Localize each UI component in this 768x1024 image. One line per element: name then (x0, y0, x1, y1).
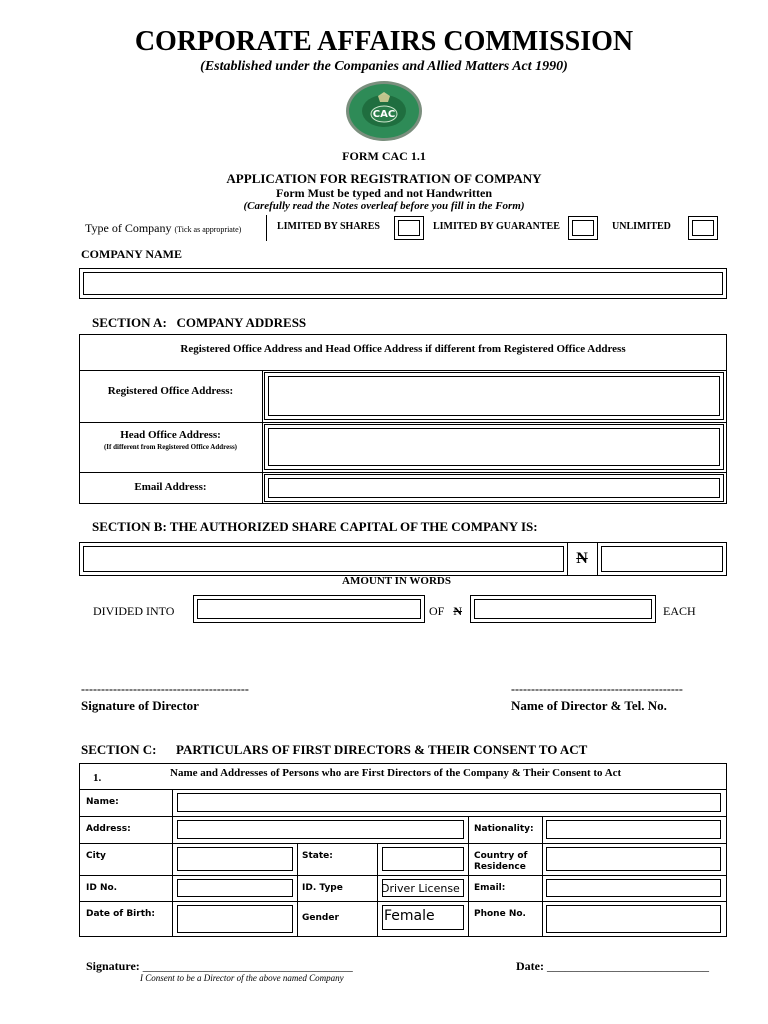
of-text: OF (429, 604, 445, 618)
footer-date (516, 959, 709, 974)
section-c-header: Name and Addresses of Persons who are First Directors of the Company & Their Consent to Act (170, 767, 622, 779)
country-label-line-1: Country of (474, 851, 528, 861)
share-capital-amount-input[interactable] (598, 543, 726, 575)
director-email-input[interactable] (543, 876, 724, 900)
divided-into-input[interactable] (193, 595, 425, 623)
each-label: EACH (663, 604, 696, 618)
company-type-label-text: Type of Company (85, 221, 172, 235)
page-title: CORPORATE AFFAIRS COMMISSION (134, 26, 634, 57)
share-value-input[interactable] (470, 595, 656, 623)
signature-director-label: Signature of Director (81, 698, 199, 713)
director-gender-value: Female (384, 908, 435, 924)
registered-office-input[interactable] (264, 372, 724, 420)
director-nationality-label: Nationality: (474, 824, 534, 834)
director-dob-input[interactable] (174, 902, 296, 936)
name-director-line: ------------------------------------------- (511, 682, 683, 696)
form-instruction: Form Must be typed and not Handwritten (275, 186, 492, 200)
head-office-hint: (If different from Registered Office Address) (103, 443, 238, 451)
option-unlimited-label: UNLIMITED (612, 221, 671, 232)
form-title: APPLICATION FOR REGISTRATION OF COMPANY (226, 171, 542, 186)
director-city-label: City (86, 851, 106, 861)
naira-sign-2: N (453, 604, 463, 618)
company-name-input[interactable] (79, 268, 727, 299)
cac-logo (345, 80, 423, 142)
page-subtitle: (Established under the Companies and Allied Matters Act 1990) (200, 59, 568, 74)
logo-center-text: CAC (372, 109, 396, 120)
company-type-hint: (Tick as appropriate) (174, 225, 242, 234)
footer-signature (86, 959, 353, 974)
company-name-label: COMPANY NAME (81, 247, 182, 261)
option-unlimited-checkbox[interactable] (688, 216, 718, 240)
email-address-label: Email Address: (134, 481, 207, 493)
country-label-line-2: Residence (474, 862, 526, 872)
section-a-title: SECTION A: COMPANY ADDRESS (92, 315, 307, 330)
director-state-input[interactable] (379, 844, 467, 874)
director-nationality-input[interactable] (543, 817, 724, 842)
form-note: (Carefully read the Notes overleaf before you fill in the Form) (243, 200, 525, 212)
section-a-header: Registered Office Address and Head Office Address if different from Registered Office Address (180, 343, 626, 355)
of-label (429, 604, 462, 619)
footer-signature-label: Signature: (86, 959, 140, 973)
footer-date-label: Date: (516, 959, 544, 973)
section-c-title: SECTION C: PARTICULARS OF FIRST DIRECTORS & THEIR CONSENT TO ACT (81, 742, 588, 757)
signature-director-line: ------------------------------------------ (81, 682, 249, 696)
director-id-type-value: Driver License (381, 882, 460, 895)
director-dob-label: Date of Birth: (86, 909, 156, 919)
name-director-label: Name of Director & Tel. No. (511, 698, 667, 713)
divided-into-label: DIVIDED INTO (93, 604, 175, 618)
director-phone-label: Phone No. (474, 909, 526, 919)
option-limited-by-guarantee-label: LIMITED BY GUARANTEE (433, 221, 560, 232)
form-code: FORM CAC 1.1 (342, 149, 426, 163)
company-type-label (85, 221, 241, 236)
footer-consent: I Consent to be a Director of the above named Company (140, 973, 344, 983)
director-id-input[interactable] (174, 876, 296, 900)
head-office-label: Head Office Address: (120, 429, 221, 441)
director-address-input[interactable] (174, 817, 467, 842)
director-name-input[interactable] (174, 790, 724, 815)
footer-signature-line[interactable]: ___________________________________ (142, 959, 353, 973)
amount-in-words-label: AMOUNT IN WORDS (342, 575, 451, 587)
option-limited-by-guarantee-checkbox[interactable] (568, 216, 598, 240)
director-name-label: Name: (86, 797, 119, 807)
option-limited-by-shares-checkbox[interactable] (394, 216, 424, 240)
director-country-input[interactable] (543, 844, 724, 874)
footer-date-line[interactable]: ___________________________ (546, 959, 709, 973)
director-email-label: Email: (474, 883, 506, 893)
email-address-input[interactable] (264, 474, 724, 502)
head-office-input[interactable] (264, 424, 724, 470)
registered-office-label: Registered Office Address: (107, 385, 234, 397)
director-city-input[interactable] (174, 844, 296, 874)
director-address-label: Address: (86, 824, 131, 834)
naira-sign: N (576, 550, 588, 567)
director-id-type-label: ID. Type (302, 883, 343, 893)
director-state-label: State: (302, 851, 333, 861)
director-gender-label: Gender (302, 913, 339, 923)
director-country-label (474, 851, 527, 873)
share-capital-words-input[interactable] (80, 543, 567, 575)
section-b-title: SECTION B: THE AUTHORIZED SHARE CAPITAL OF THE COMPANY IS: (92, 519, 538, 534)
option-limited-by-shares-label: LIMITED BY SHARES (277, 221, 380, 232)
director-id-label: ID No. (86, 883, 118, 893)
director-phone-input[interactable] (543, 902, 724, 936)
director-number: 1. (93, 772, 102, 784)
